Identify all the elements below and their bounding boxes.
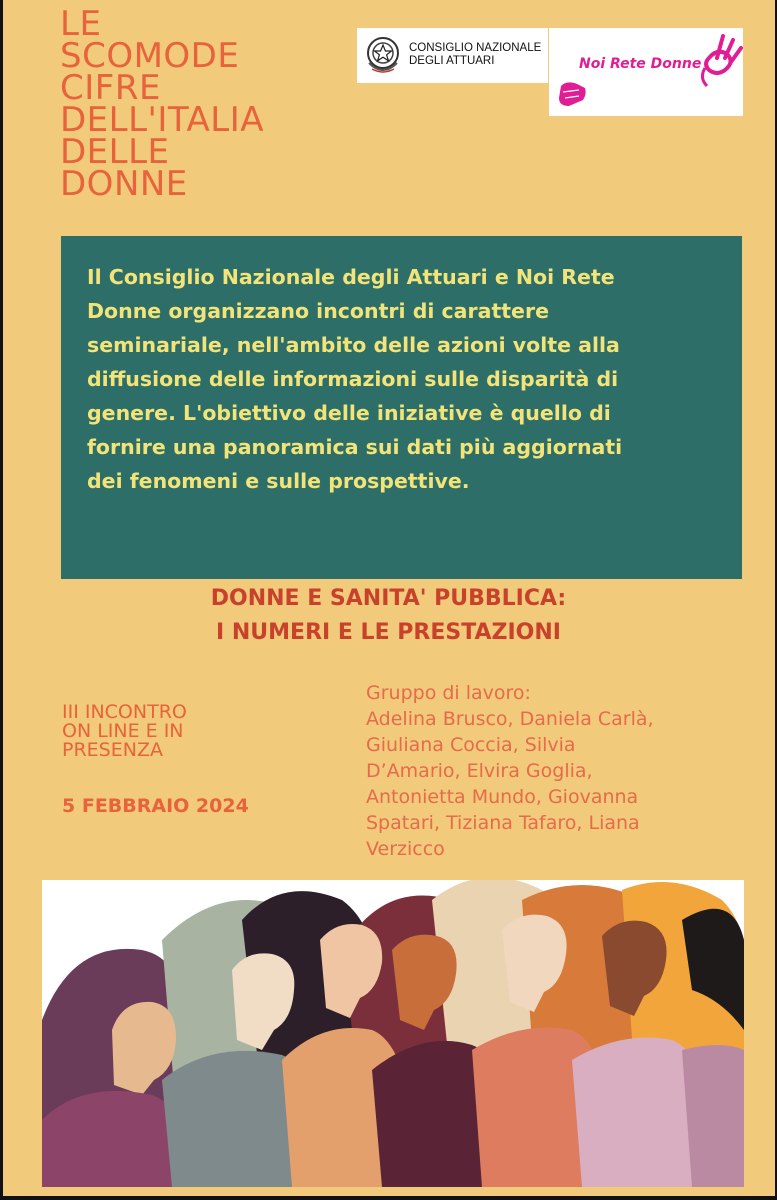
cna-logo bbox=[357, 28, 548, 83]
group-line: Gruppo di lavoro: bbox=[366, 682, 531, 704]
meeting-info bbox=[62, 703, 187, 760]
group-line: Verzicco bbox=[366, 838, 445, 860]
women-silhouettes-image bbox=[42, 880, 744, 1187]
intro-line: Donne organizzano incontri di carattere bbox=[87, 299, 549, 323]
noi-rete-donne-wordmark: Noi Rete Donne bbox=[579, 56, 702, 72]
frame-left-edge bbox=[0, 0, 3, 1200]
subtitle-line: DONNE E SANITA' PUBBLICA: bbox=[210, 586, 567, 611]
intro-text bbox=[87, 260, 727, 498]
meeting-line: III INCONTRO bbox=[62, 701, 187, 723]
intro-line: fornire una panoramica sui dati più aggiornati bbox=[87, 435, 623, 459]
group-line: Giuliana Coccia, Silvia bbox=[366, 734, 576, 756]
frame-bottom-edge bbox=[0, 1196, 777, 1200]
title-line: DELLE bbox=[60, 132, 170, 172]
group-line: Spatari, Tiziana Tafaro, Liana bbox=[366, 812, 640, 834]
meeting-line: PRESENZA bbox=[62, 739, 163, 761]
ok-hand-icon bbox=[549, 28, 743, 116]
intro-line: seminariale, nell'ambito delle azioni volte alla bbox=[87, 333, 620, 357]
intro-box bbox=[61, 236, 742, 579]
intro-line: Il Consiglio Nazionale degli Attuari e Noi Rete bbox=[87, 265, 615, 289]
event-subtitle bbox=[0, 582, 777, 650]
event-date: 5 FEBBRAIO 2024 bbox=[62, 795, 249, 817]
subtitle-line: I NUMERI E LE PRESTAZIONI bbox=[216, 620, 561, 645]
intro-line: genere. L'obiettivo delle iniziative è quello di bbox=[87, 401, 611, 425]
title-line: LE bbox=[60, 4, 102, 44]
group-line: D’Amario, Elvira Goglia, bbox=[366, 760, 593, 782]
cna-name-line: DEGLI ATTUARI bbox=[409, 55, 495, 67]
flyer-title bbox=[60, 4, 265, 204]
intro-line: dei fenomeni e sulle prospettive. bbox=[87, 469, 470, 493]
women-profiles-illustration bbox=[42, 880, 744, 1187]
group-line: Antonietta Mundo, Giovanna bbox=[366, 786, 639, 808]
cna-name-line: CONSIGLIO NAZIONALE bbox=[409, 42, 542, 54]
noi-rete-donne-logo bbox=[549, 28, 743, 116]
meeting-line: ON LINE E IN bbox=[62, 720, 184, 742]
title-line: CIFRE bbox=[60, 68, 161, 108]
intro-line: diffusione delle informazioni sulle disparità di bbox=[87, 367, 619, 391]
title-line: DELL'ITALIA bbox=[60, 100, 265, 140]
title-line: SCOMODE bbox=[60, 36, 240, 76]
title-line: DONNE bbox=[60, 164, 188, 204]
italian-emblem-icon bbox=[363, 33, 403, 78]
working-group bbox=[366, 680, 654, 862]
group-line: Adelina Brusco, Daniela Carlà, bbox=[366, 708, 654, 730]
